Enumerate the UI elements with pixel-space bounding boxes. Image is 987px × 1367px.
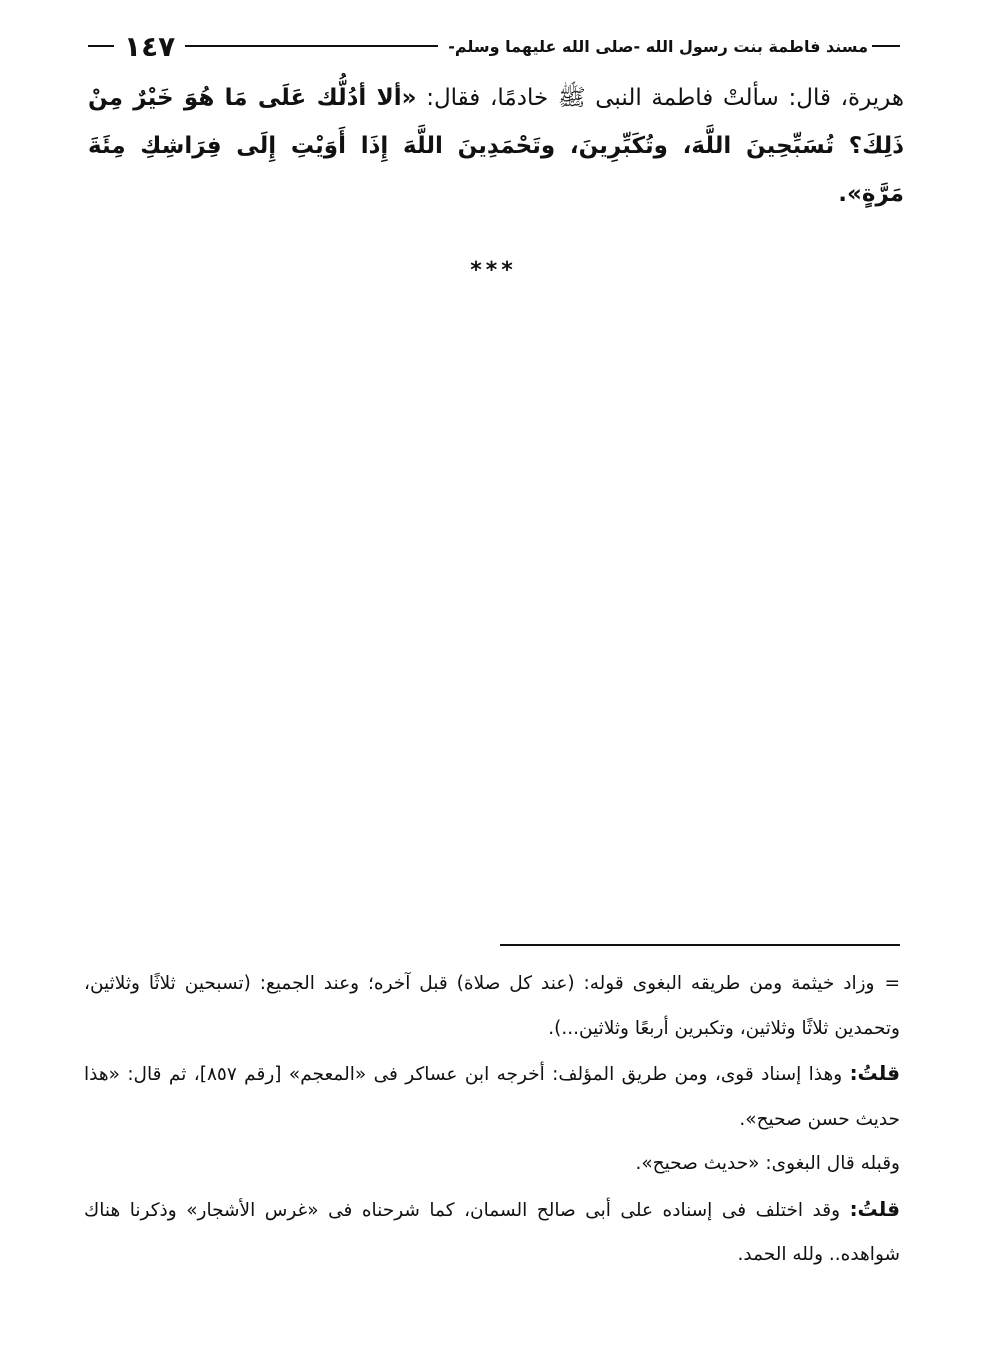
main-text-narration: هريرة، قال: سألتْ فاطمة النبى ﷺ خادمًا، فقال: <box>416 85 904 111</box>
main-text <box>88 74 904 218</box>
footnotes <box>84 962 900 1278</box>
footnote-text: وقبله قال البغوى: «حديث صحيح». <box>635 1153 900 1174</box>
section-separator: *** <box>470 258 517 283</box>
running-title: مسند فاطمة بنت رسول الله -صلى الله عليهما وسلم- <box>448 36 868 56</box>
qultu-label: قلتُ: <box>849 1061 900 1085</box>
hadith-quote: «ألا أدُلُّك عَلَى مَا هُوَ خَيْرٌ مِنْ ذَلِكَ؟ تُسَبِّحِينَ اللَّهَ، وتُكَبِّرِينَ، وتَحْمَدِينَ اللَّهَ إِذَا أَوَيْتِ إِلَى فِرَاشِكِ مِئَةَ مَرَّةٍ». <box>88 85 904 207</box>
footnote-text: وزاد خيثمة ومن طريقه البغوى قوله: (عند كل صلاة) قبل آخره؛ وعند الجميع: (تسبحين ثلاثًا وثلاثين، وتحمدين ثلاثًا وثلاثين، وتكبرين أربعًا وثلاثين...). <box>84 973 900 1039</box>
header-rule <box>185 45 438 47</box>
footnote-text: وقد اختلف فى إسناده على أبى صالح السمان، كما شرحناه فى «غرس الأشجار» وذكرنا هناك شواهده.. ولله الحمد. <box>84 1199 900 1265</box>
qultu-label: قلتُ: <box>849 1196 900 1221</box>
footnote-paragraph <box>84 1051 900 1142</box>
footnote-rule <box>500 944 900 946</box>
header-dash-left <box>88 45 114 47</box>
page-number: ١٤٧ <box>124 29 176 63</box>
running-header <box>88 29 900 63</box>
header-dash-right <box>872 45 900 47</box>
footnote-text: وهذا إسناد قوى، ومن طريق المؤلف: أخرجه ابن عساكر فى «المعجم» [رقم ٨٥٧]، ثم قال: «هذا حديث حسن صحيح». <box>84 1064 900 1130</box>
footnote-paragraph <box>84 962 900 1051</box>
continuation-marker: = <box>884 973 900 994</box>
footnote-paragraph <box>84 1187 900 1278</box>
footnote-paragraph <box>84 1142 900 1187</box>
